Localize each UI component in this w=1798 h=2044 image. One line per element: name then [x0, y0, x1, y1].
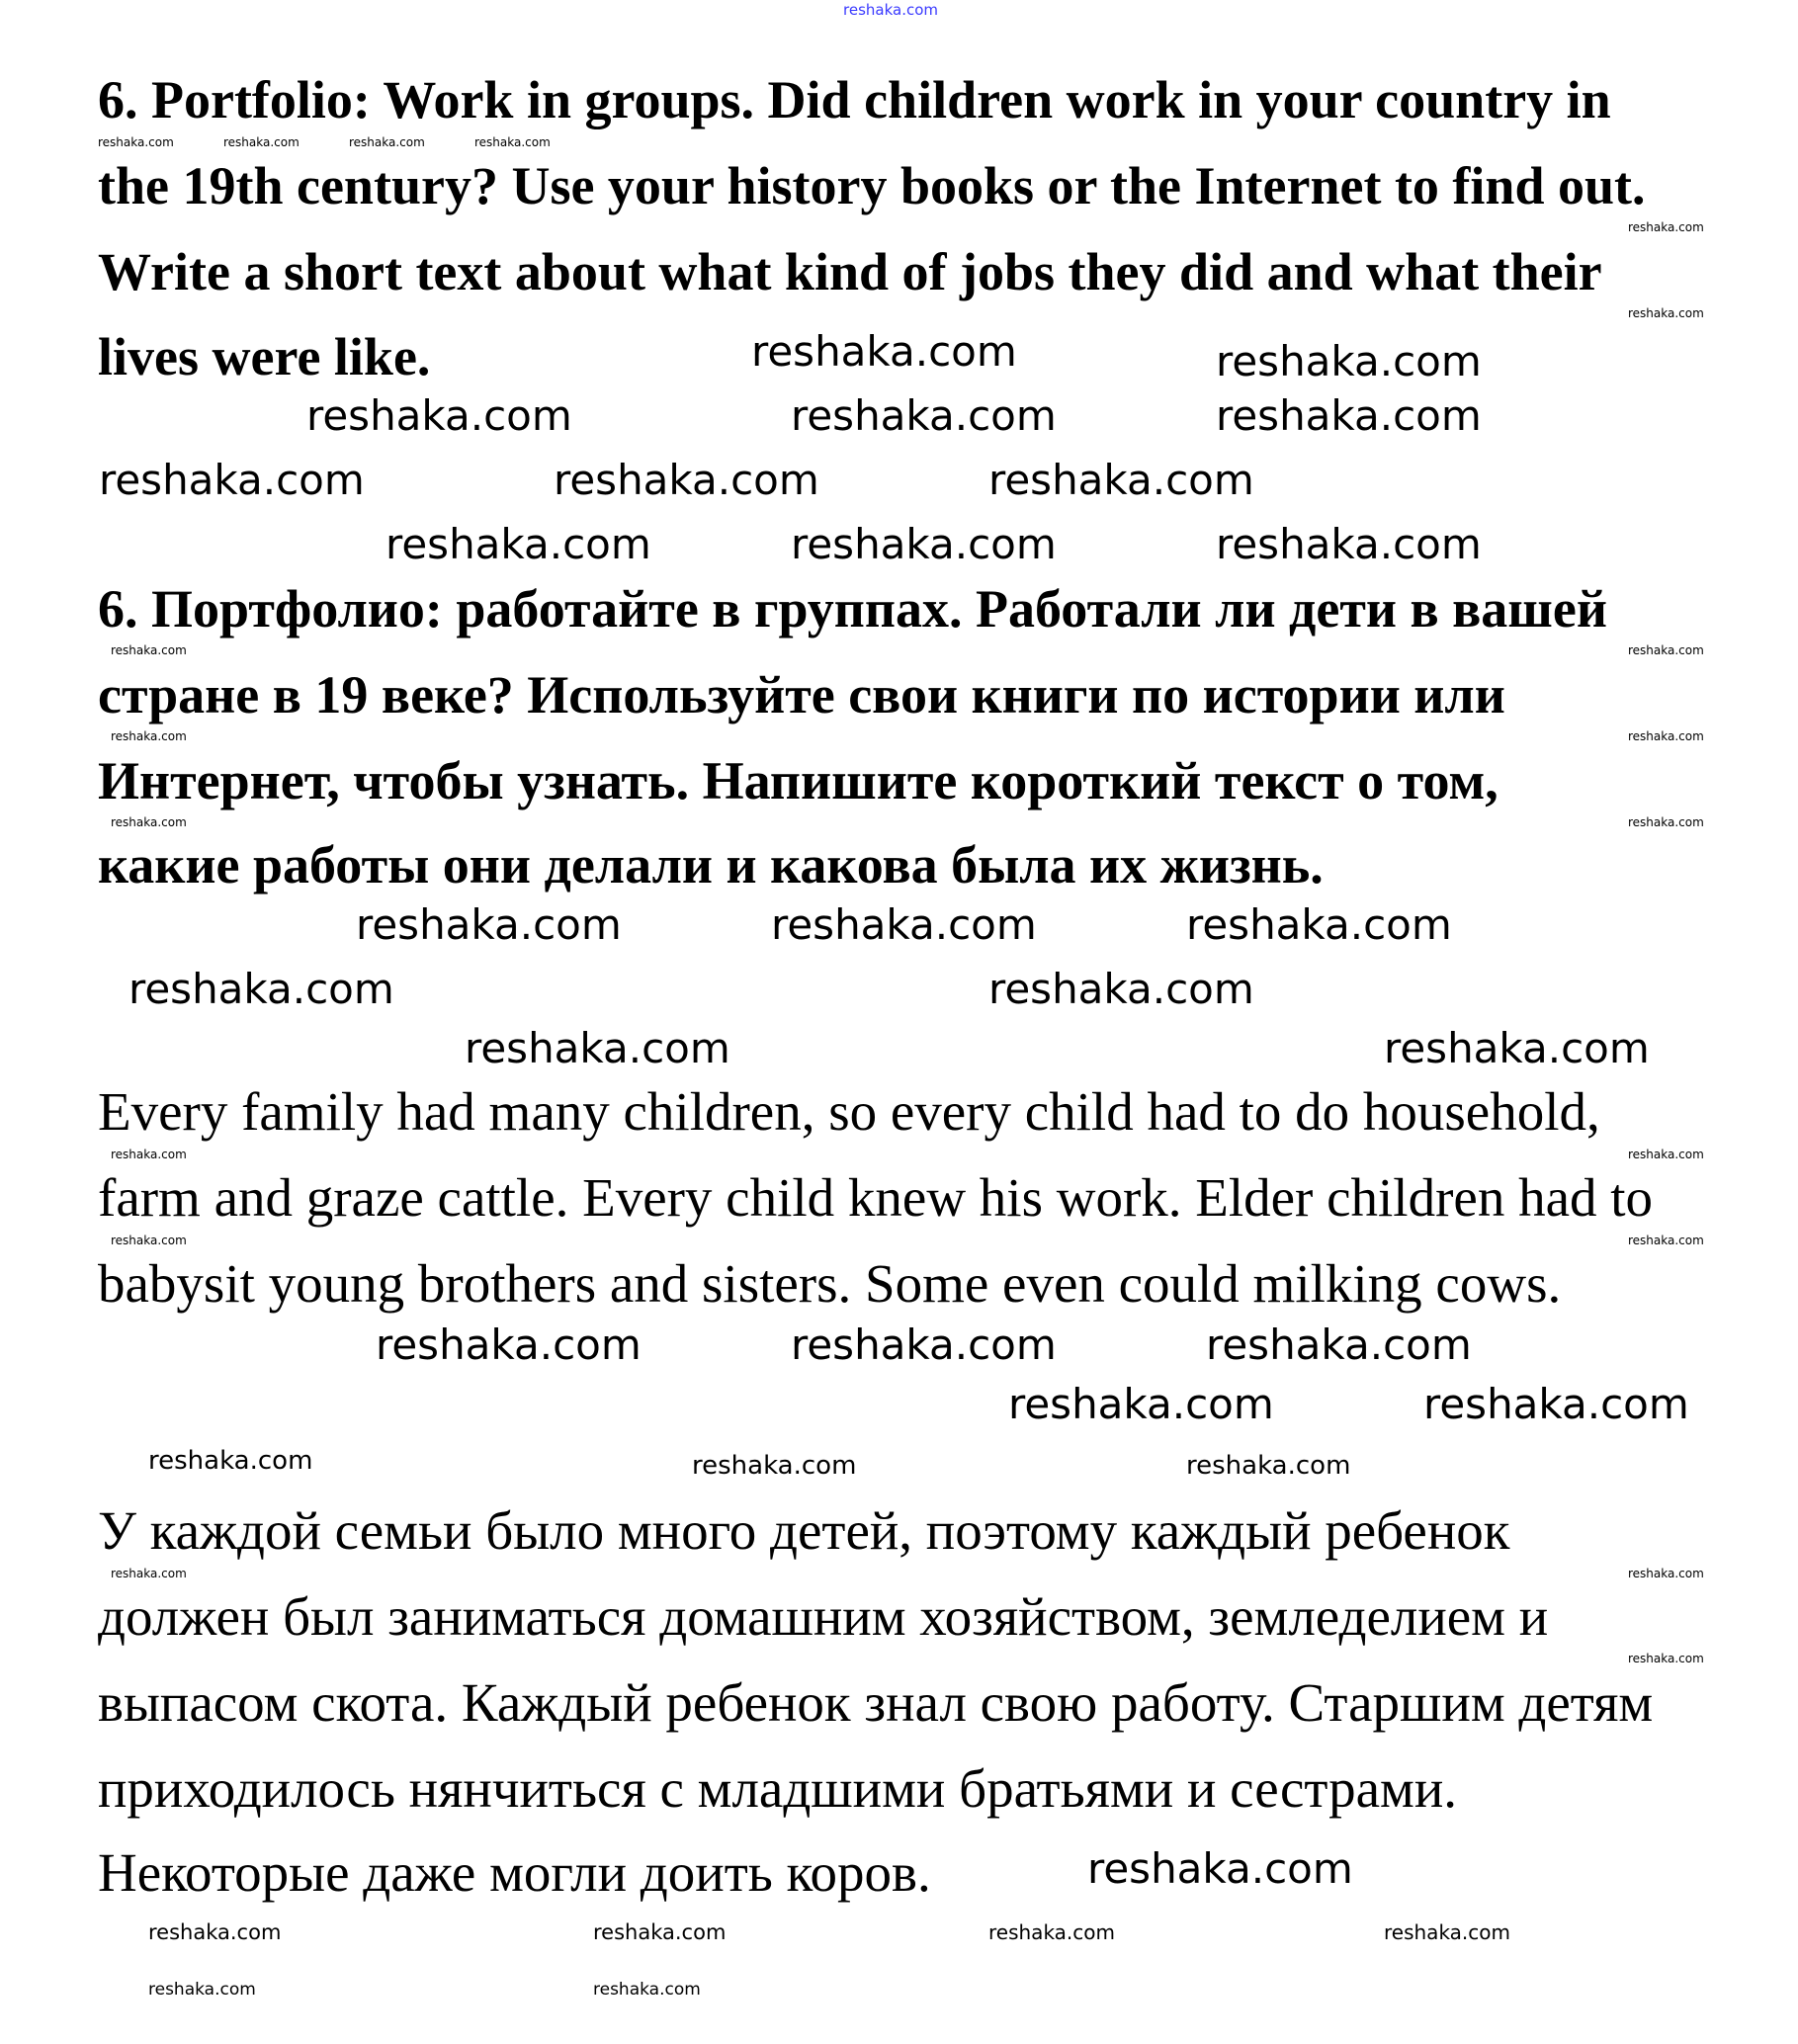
task-ru-line: какие работы они делали и какова была их жизнь.: [98, 835, 1324, 894]
answer-ru-line: У каждой семьи было много детей, поэтому каждый ребенок: [98, 1500, 1510, 1561]
watermark: reshaka.com: [593, 1920, 727, 1944]
watermark: reshaka.com: [1628, 306, 1704, 320]
watermark: reshaka.com: [692, 1451, 857, 1481]
watermark: reshaka.com: [111, 1567, 187, 1580]
answer-en-line: farm and graze cattle. Every child knew his work. Elder children had to: [98, 1167, 1654, 1228]
watermark: reshaka.com: [1628, 1567, 1704, 1580]
task-en-line: 6. Portfolio: Work in groups. Did children work in your country in: [98, 70, 1611, 129]
watermark: reshaka.com: [465, 1024, 730, 1072]
watermark: reshaka.com: [1628, 815, 1704, 829]
watermark: reshaka.com: [1008, 1380, 1274, 1428]
watermark: reshaka.com: [111, 643, 187, 657]
watermark: reshaka.com: [843, 1, 938, 19]
watermark: reshaka.com: [223, 135, 300, 149]
task-ru-line: стране в 19 веке? Используйте свои книги по истории или: [98, 665, 1505, 724]
task-en-line: lives were like.: [98, 327, 431, 386]
answer-ru-line: выпасом скота. Каждый ребенок знал свою работу. Старшим детям: [98, 1672, 1654, 1733]
watermark: reshaka.com: [1216, 391, 1482, 440]
watermark: reshaka.com: [988, 456, 1254, 504]
watermark: reshaka.com: [111, 815, 187, 829]
watermark: reshaka.com: [1206, 1320, 1472, 1369]
watermark: reshaka.com: [1087, 1844, 1353, 1893]
watermark: reshaka.com: [148, 1980, 256, 2000]
watermark: reshaka.com: [1628, 1652, 1704, 1665]
watermark: reshaka.com: [791, 1320, 1057, 1369]
watermark: reshaka.com: [1628, 643, 1704, 657]
answer-ru-line: приходилось нянчиться с младшими братьями и сестрами.: [98, 1758, 1458, 1819]
watermark: reshaka.com: [1384, 1920, 1510, 1944]
watermark: reshaka.com: [148, 1920, 282, 1944]
watermark: reshaka.com: [111, 729, 187, 743]
answer-en-line: babysit young brothers and sisters. Some even could milking cows.: [98, 1253, 1562, 1314]
watermark: reshaka.com: [148, 1446, 313, 1476]
answer-ru-line: Некоторые даже могли доить коров.: [98, 1842, 931, 1903]
answer-ru-line: должен был заниматься домашним хозяйством, земледелием и: [98, 1586, 1549, 1647]
watermark: reshaka.com: [111, 1234, 187, 1247]
watermark: reshaka.com: [128, 965, 394, 1013]
task-ru-line: 6. Портфолио: работайте в группах. Работали ли дети в вашей: [98, 579, 1607, 639]
watermark: reshaka.com: [111, 1148, 187, 1161]
watermark: reshaka.com: [1186, 900, 1452, 949]
watermark: reshaka.com: [1423, 1380, 1689, 1428]
task-en-line: the 19th century? Use your history books or the Internet to find out.: [98, 156, 1646, 215]
watermark: reshaka.com: [593, 1980, 701, 2000]
watermark: reshaka.com: [988, 1920, 1115, 1944]
watermark: reshaka.com: [791, 391, 1057, 440]
watermark: reshaka.com: [1628, 1234, 1704, 1247]
watermark: reshaka.com: [1628, 1148, 1704, 1161]
watermark: reshaka.com: [1628, 220, 1704, 234]
watermark: reshaka.com: [751, 327, 1017, 376]
watermark: reshaka.com: [1628, 729, 1704, 743]
watermark: reshaka.com: [1216, 520, 1482, 568]
watermark: reshaka.com: [1384, 1024, 1650, 1072]
watermark: reshaka.com: [98, 135, 174, 149]
watermark: reshaka.com: [356, 900, 622, 949]
task-en-line: Write a short text about what kind of jobs they did and what their: [98, 242, 1602, 301]
watermark: reshaka.com: [376, 1320, 642, 1369]
watermark: reshaka.com: [771, 900, 1037, 949]
watermark: reshaka.com: [554, 456, 819, 504]
task-ru-line: Интернет, чтобы узнать. Напишите короткий текст о том,: [98, 751, 1498, 810]
watermark: reshaka.com: [474, 135, 551, 149]
watermark: reshaka.com: [349, 135, 425, 149]
watermark: reshaka.com: [99, 456, 365, 504]
watermark: reshaka.com: [791, 520, 1057, 568]
watermark: reshaka.com: [1186, 1451, 1351, 1481]
watermark: reshaka.com: [385, 520, 651, 568]
watermark: reshaka.com: [306, 391, 572, 440]
watermark: reshaka.com: [1216, 337, 1482, 385]
answer-en-line: Every family had many children, so every child had to do household,: [98, 1081, 1600, 1142]
watermark: reshaka.com: [988, 965, 1254, 1013]
